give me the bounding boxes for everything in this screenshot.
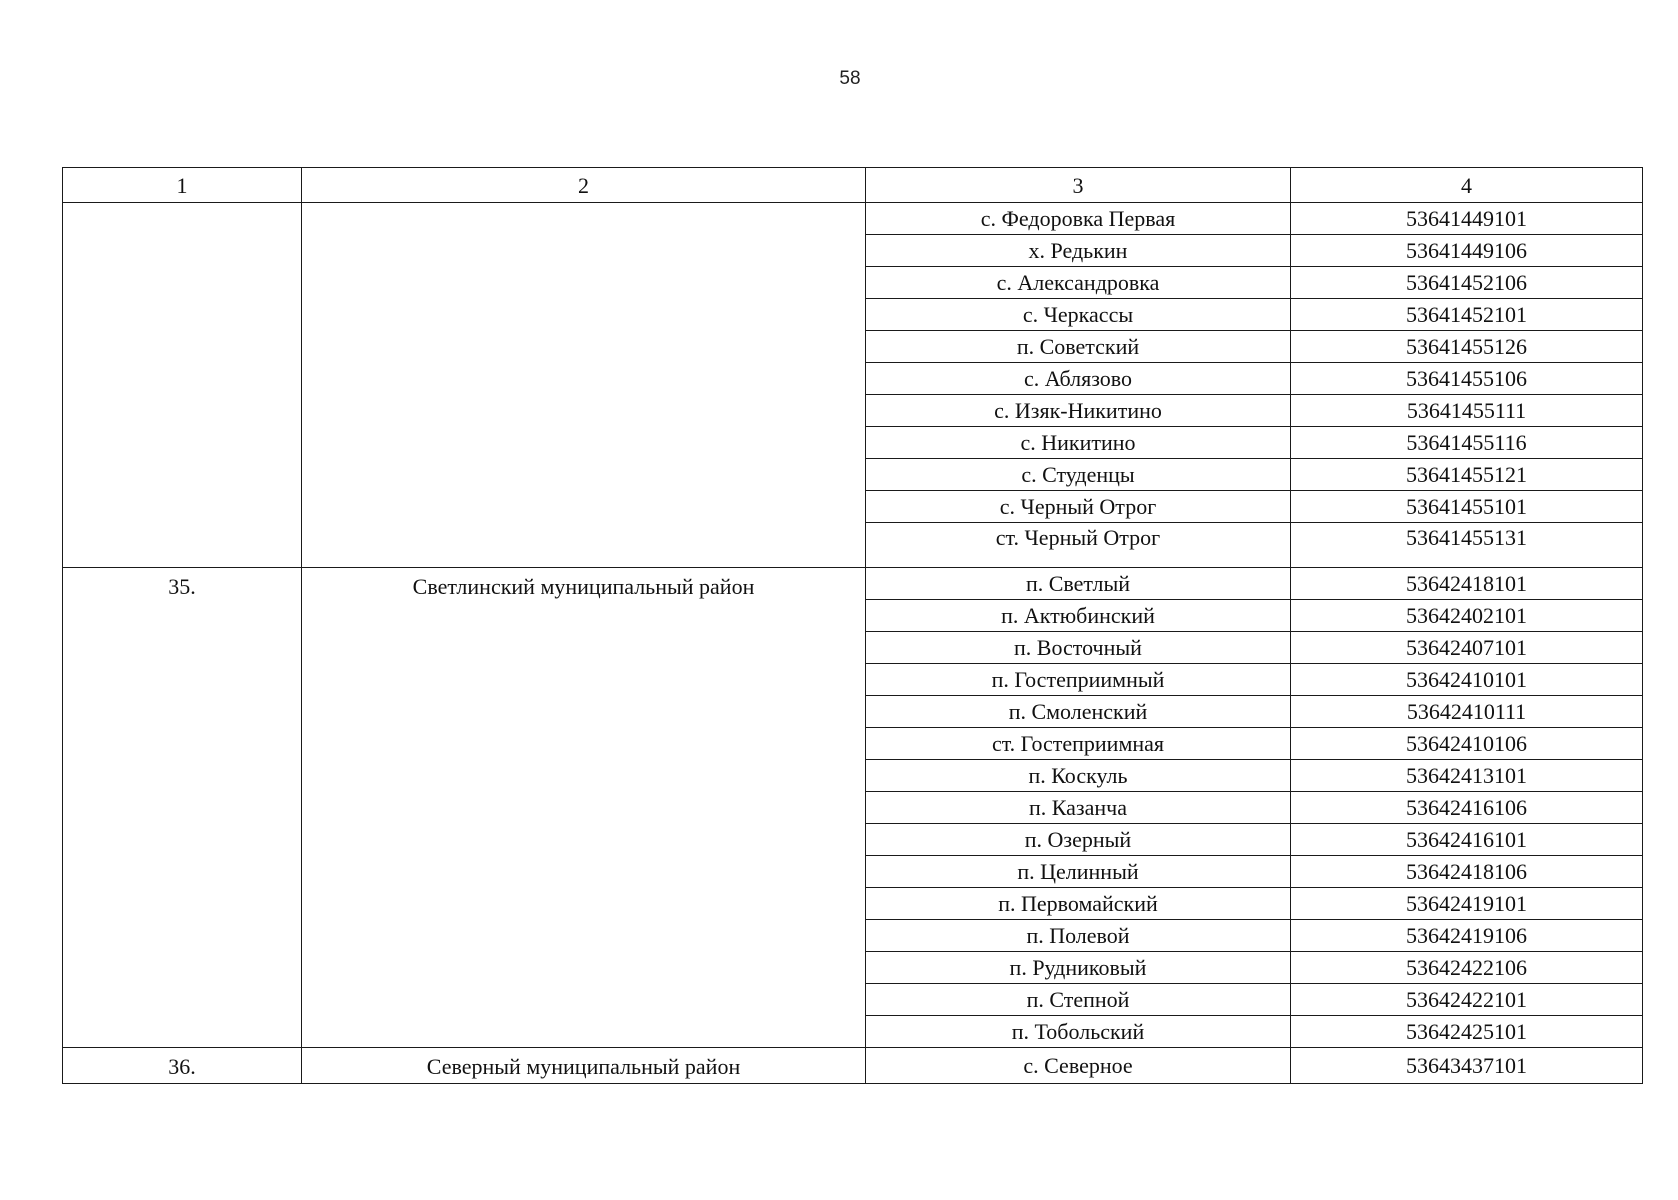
- oktmo-code-cell: 53642418101: [1291, 568, 1643, 600]
- oktmo-code-cell: 53641455126: [1291, 331, 1643, 363]
- settlement-name-cell: с. Никитино: [866, 427, 1291, 459]
- settlement-name-cell: п. Советский: [866, 331, 1291, 363]
- settlement-name-cell: п. Казанча: [866, 792, 1291, 824]
- district-name-cell: [302, 203, 866, 568]
- column-header-2: 2: [302, 168, 866, 203]
- settlement-name-cell: п. Целинный: [866, 856, 1291, 888]
- oktmo-code-cell: 53641455106: [1291, 363, 1643, 395]
- settlement-name-cell: п. Степной: [866, 984, 1291, 1016]
- oktmo-code-cell: 53642416106: [1291, 792, 1643, 824]
- oktmo-code-cell: 53642418106: [1291, 856, 1643, 888]
- district-number-cell: 35.: [63, 568, 302, 1048]
- settlement-name-cell: с. Студенцы: [866, 459, 1291, 491]
- settlement-name-cell: с. Черный Отрог: [866, 491, 1291, 523]
- settlement-name-cell: ст. Черный Отрог: [866, 523, 1291, 568]
- page-number: 58: [839, 68, 861, 89]
- settlement-name-cell: с. Изяк-Никитино: [866, 395, 1291, 427]
- header-row: [63, 168, 1643, 203]
- settlement-name-cell: п. Коскуль: [866, 760, 1291, 792]
- settlement-name-cell: п. Рудниковый: [866, 952, 1291, 984]
- district-number-cell: 36.: [63, 1048, 302, 1084]
- district-number-cell: [63, 203, 302, 568]
- column-header-4: 4: [1291, 168, 1643, 203]
- settlement-name-cell: п. Тобольский: [866, 1016, 1291, 1048]
- oktmo-code-cell: 53642413101: [1291, 760, 1643, 792]
- oktmo-code-cell: 53642410101: [1291, 664, 1643, 696]
- column-header-1: 1: [63, 168, 302, 203]
- oktmo-code-cell: 53641449106: [1291, 235, 1643, 267]
- oktmo-code-cell: 53642422106: [1291, 952, 1643, 984]
- oktmo-code-cell: 53641452106: [1291, 267, 1643, 299]
- oktmo-code-cell: 53642422101: [1291, 984, 1643, 1016]
- settlement-name-cell: п. Озерный: [866, 824, 1291, 856]
- settlement-name-cell: с. Аблязово: [866, 363, 1291, 395]
- settlement-name-cell: п. Первомайский: [866, 888, 1291, 920]
- oktmo-code-cell: 53642419101: [1291, 888, 1643, 920]
- settlement-name-cell: х. Редькин: [866, 235, 1291, 267]
- district-name-cell: Светлинский муниципальный район: [302, 568, 866, 1048]
- oktmo-code-cell: 53642410106: [1291, 728, 1643, 760]
- settlement-name-cell: с. Федоровка Первая: [866, 203, 1291, 235]
- settlement-name-cell: п. Светлый: [866, 568, 1291, 600]
- oktmo-code-cell: 53641455111: [1291, 395, 1643, 427]
- oktmo-code-cell: 53641455101: [1291, 491, 1643, 523]
- settlement-codes-table: [62, 167, 1643, 1084]
- oktmo-code-cell: 53641452101: [1291, 299, 1643, 331]
- settlement-name-cell: ст. Гостеприимная: [866, 728, 1291, 760]
- oktmo-code-cell: 53642425101: [1291, 1016, 1643, 1048]
- settlement-name-cell: п. Восточный: [866, 632, 1291, 664]
- oktmo-code-cell: 53641455131: [1291, 523, 1643, 568]
- oktmo-code-cell: 53641455121: [1291, 459, 1643, 491]
- oktmo-code-cell: 53642402101: [1291, 600, 1643, 632]
- oktmo-code-cell: 53642407101: [1291, 632, 1643, 664]
- oktmo-code-cell: 53642419106: [1291, 920, 1643, 952]
- settlement-name-cell: п. Полевой: [866, 920, 1291, 952]
- settlement-name-cell: п. Смоленский: [866, 696, 1291, 728]
- settlement-name-cell: п. Актюбинский: [866, 600, 1291, 632]
- oktmo-code-cell: 53642416101: [1291, 824, 1643, 856]
- table-row: [63, 1048, 1643, 1084]
- table-row: [63, 568, 1643, 600]
- settlement-name-cell: с. Северное: [866, 1048, 1291, 1084]
- oktmo-code-cell: 53643437101: [1291, 1048, 1643, 1084]
- table-row: [63, 203, 1643, 235]
- oktmo-code-cell: 53641455116: [1291, 427, 1643, 459]
- oktmo-code-cell: 53642410111: [1291, 696, 1643, 728]
- oktmo-code-cell: 53641449101: [1291, 203, 1643, 235]
- settlement-name-cell: с. Александровка: [866, 267, 1291, 299]
- settlement-name-cell: п. Гостеприимный: [866, 664, 1291, 696]
- district-name-cell: Северный муниципальный район: [302, 1048, 866, 1084]
- table-body: [63, 203, 1643, 1084]
- column-header-3: 3: [866, 168, 1291, 203]
- settlement-name-cell: с. Черкассы: [866, 299, 1291, 331]
